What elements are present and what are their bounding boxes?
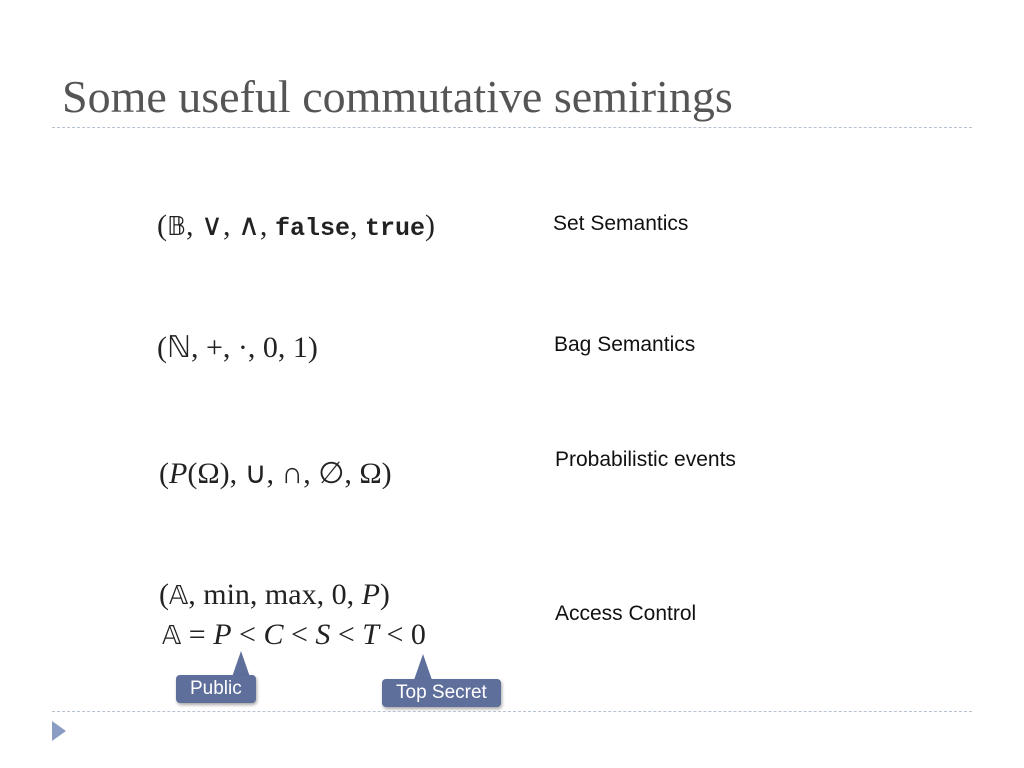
- formula-lt: <: [330, 618, 363, 651]
- formula-false: false: [274, 214, 350, 243]
- formula-level-top-secret: T: [362, 618, 379, 651]
- formula-level-public: P: [213, 618, 232, 651]
- callout-top-secret: Top Secret: [382, 679, 501, 707]
- label-set-semantics: Set Semantics: [553, 212, 689, 235]
- formula-lt: <: [283, 618, 316, 651]
- formula-access-control-line2: [162, 618, 426, 652]
- formula-level-secret: S: [315, 618, 331, 651]
- formula-paren-close: ): [379, 578, 390, 611]
- formula-tail: < 0: [378, 618, 426, 651]
- formula-bag-semantics: (ℕ, +, ·, 0, 1): [157, 331, 318, 364]
- formula-access-set: 𝔸: [162, 621, 182, 651]
- formula-paren-open: (: [157, 209, 167, 242]
- formula-access-control-line1: [159, 578, 390, 612]
- triangle-right-icon[interactable]: [52, 721, 66, 741]
- formula-access-set: 𝔸: [169, 581, 189, 611]
- formula-lt: <: [231, 618, 264, 651]
- formula-rest: (Ω), ∪, ∩, ∅, Ω): [187, 457, 392, 490]
- footer-divider: [52, 711, 972, 712]
- label-probabilistic-events: Probabilistic events: [555, 448, 736, 471]
- formula-ops: , ∨, ∧,: [186, 209, 275, 242]
- formula-powerset: P: [169, 457, 188, 490]
- formula-paren-open: (: [159, 578, 169, 611]
- formula-p: P: [361, 578, 380, 611]
- label-access-control: Access Control: [555, 602, 697, 625]
- callout-top-secret-pointer: [414, 654, 432, 680]
- label-bag-semantics: Bag Semantics: [554, 333, 696, 356]
- slide-title: Some useful commutative semirings: [62, 71, 733, 122]
- callout-public-pointer: [232, 651, 250, 677]
- formula-probabilistic: [159, 456, 392, 491]
- formula-true: true: [364, 214, 425, 243]
- formula-level-confidential: C: [263, 618, 284, 651]
- formula-eq: =: [181, 618, 214, 651]
- title-divider: [52, 127, 972, 128]
- formula-boolean-set: 𝔹: [167, 212, 187, 242]
- callout-public: Public: [176, 675, 256, 703]
- formula-paren-open: (: [159, 457, 169, 490]
- formula-set-semantics: [157, 208, 435, 243]
- formula-sep: ,: [349, 209, 365, 242]
- formula-ops: , min, max, 0,: [188, 578, 362, 611]
- formula-paren-close: ): [424, 209, 435, 242]
